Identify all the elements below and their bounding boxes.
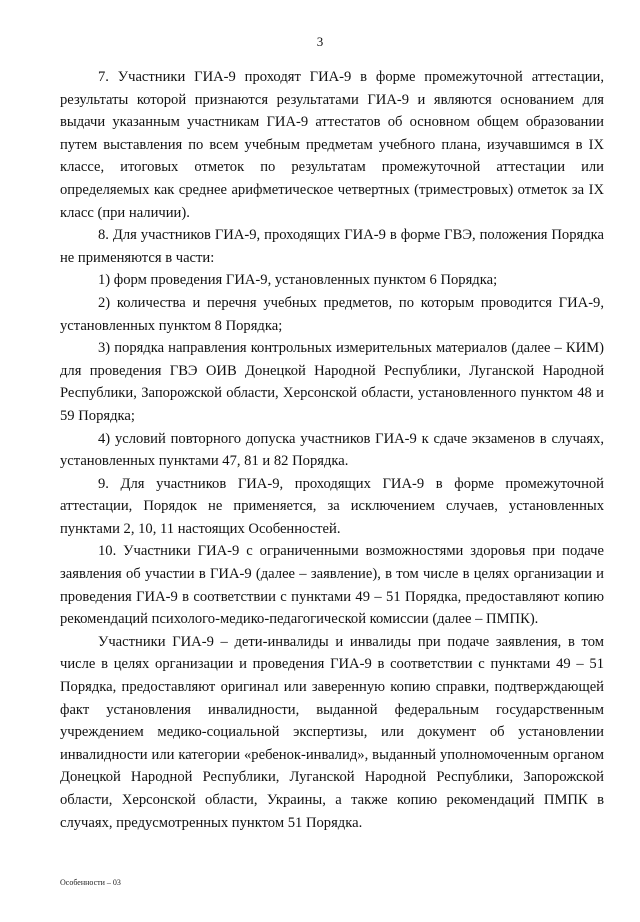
paragraph-8-item-1: 1) форм проведения ГИА-9, установленных пунктом 6 Порядка; — [98, 272, 498, 289]
paragraph-10: 10. Участники ГИА-9 с ограниченными возможностями здоровья при подаче заявления об участии в ГИА-9 (далее – заявление), в том числе в целях организации и проведения ГИА-9 в соответствии с пунктами 49 – 51 Порядка, предоставляют копию рекомендаций психолого-медико-педагогической комиссии (далее – ПМПК). — [60, 543, 604, 628]
document-body — [60, 66, 604, 834]
paragraph-9: 9. Для участников ГИА-9, проходящих ГИА-9 в форме промежуточной аттестации, Порядок не применяется, за исключением случаев, установленных пунктами 2, 10, 11 настоящих Особенностей. — [60, 475, 604, 537]
page-number: 3 — [316, 34, 324, 49]
paragraph-8: 8. Для участников ГИА-9, проходящих ГИА-9 в форме ГВЭ, положения Порядка не применяются в части: — [60, 227, 604, 266]
paragraph-8-item-4: 4) условий повторного допуска участников ГИА-9 к сдаче экзаменов в случаях, установленных пунктами 47, 81 и 82 Порядка. — [60, 430, 604, 470]
paragraph-7: 7. Участники ГИА-9 проходят ГИА-9 в форме промежуточной аттестации, результаты которой признаются результатами ГИА-9 и являются основанием для выдачи указанным участникам ГИА-9 аттестатов об основном общем образовании путем выставления по всем учебным предметам учебного плана, изучавшимся в IX классе, итоговых отметок по результатам промежуточной аттестации или определяемых как среднее арифметическое четвертных (триместровых) отметок за IX класс (при наличии). — [60, 69, 604, 221]
paragraph-8-item-2: 2) количества и перечня учебных предметов, по которым проводится ГИА-9, установленных пунктом 8 Порядка; — [60, 294, 604, 334]
footer-note: Особенности – 03 — [60, 878, 121, 887]
paragraph-10-continued: Участники ГИА-9 – дети-инвалиды и инвалиды при подаче заявления, в том числе в целях организации и проведения ГИА-9 в соответствии с пунктами 49 – 51 Порядка, предоставляют оригинал или заверенную копию справки, подтверждающей факт установления инвалидности, выданной федеральным государственным учреждением медико-социальной экспертизы, или документ об установлении инвалидности или категории «ребенок-инвалид», выданный уполномоченным органом Донецкой Народной Республики, Луганской Народной Республики, Запорожской области, Херсонской области, Украины, а также копию рекомендаций ПМПК в случаях, предусмотренных пунктом 51 Порядка. — [60, 633, 604, 831]
paragraph-8-item-3: 3) порядка направления контрольных измерительных материалов (далее – КИМ) для проведения ГВЭ ОИВ Донецкой Народной Республики, Луганской Народной Республики, Запорожской области, Херсонской области, установленного пунктом 48 и 59 Порядка; — [60, 340, 604, 424]
